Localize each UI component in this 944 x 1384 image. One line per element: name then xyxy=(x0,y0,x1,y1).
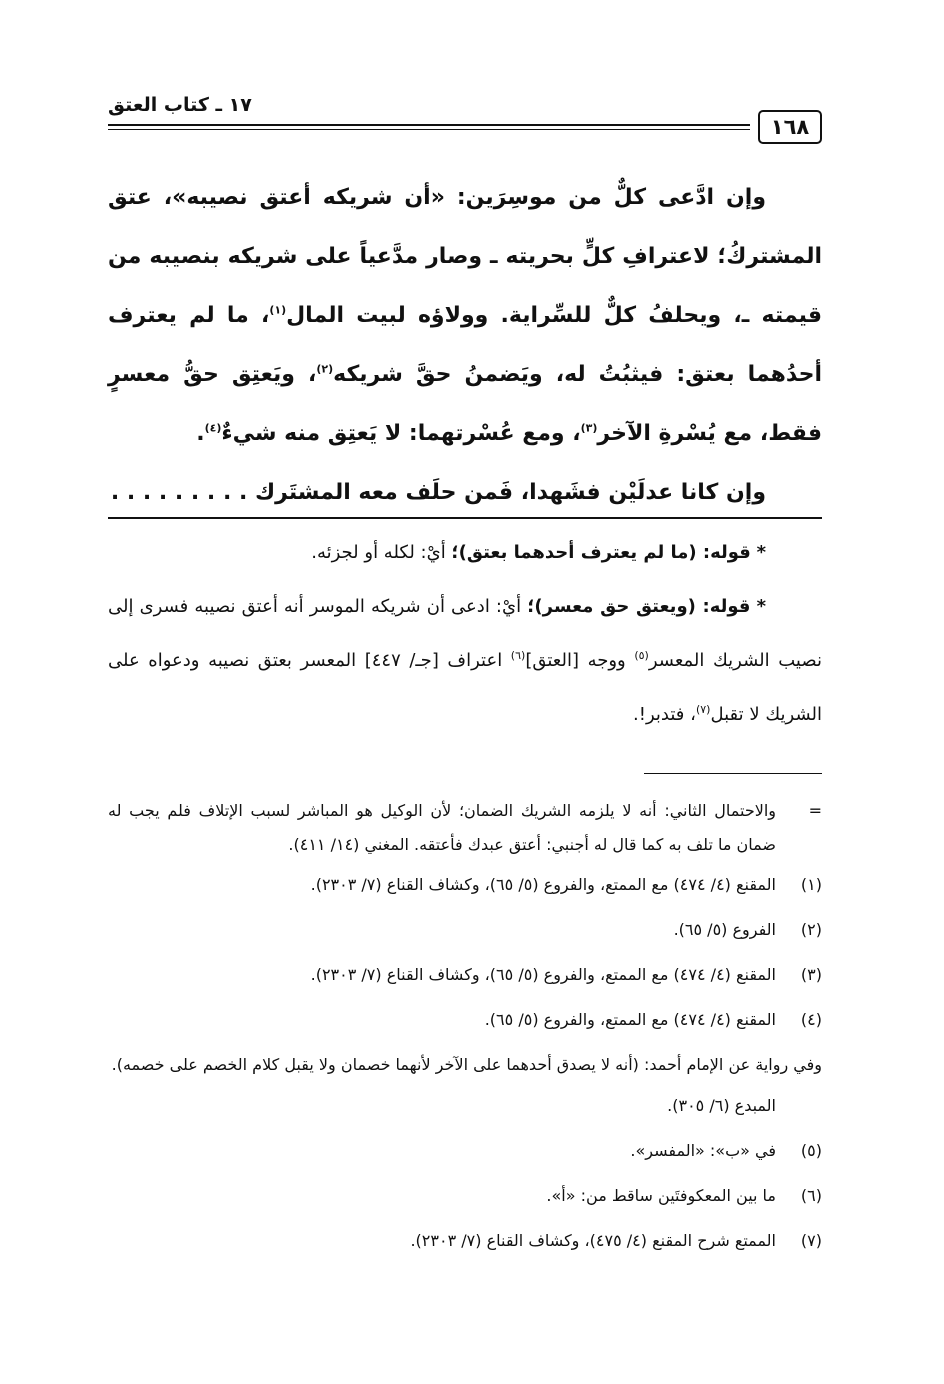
commentary-lead: قوله: (ويعتق حق معسر)؛ xyxy=(527,596,751,617)
footnote-number: (١) xyxy=(800,875,822,894)
header-rule xyxy=(108,124,750,126)
footnote-text: المقنع (٤/ ٤٧٤) مع الممتع، والفروع (٥/ ٦٥). xyxy=(484,1010,776,1029)
footnotes xyxy=(108,788,822,1263)
main-text-segment: ، ويَعتِق حقُّ معسرٍ فقط، مع يُسْرةِ الآخر xyxy=(108,362,822,446)
footnote-4-riwaya: وفي رواية عن الإمام أحمد: (أنه لا يصدق أحدهما على الآخر لأنهما خصمان ولا يقبل كلام الخصم على خصمه). xyxy=(111,1055,822,1074)
footnote-1 xyxy=(108,862,822,907)
main-text-segment: . xyxy=(196,421,205,446)
main-text-segment: ، ومع عُسْرتهما: لا يَعتِق منه شيءٌ xyxy=(221,421,581,446)
footnote-marker: (١) xyxy=(269,303,287,317)
footnote-text: ما بين المعكوفتَين ساقط من: «أ». xyxy=(546,1186,776,1205)
commentary-lead: قوله: (ما لم يعترف أحدهما بعتق)؛ xyxy=(451,542,751,563)
footnote-number: (٧) xyxy=(800,1231,822,1250)
commentary-text: ، فتدبر!. xyxy=(633,704,696,725)
commentary-text: أيْ: لكله أو لجزئه. xyxy=(311,542,452,563)
footnote-4 xyxy=(108,997,822,1042)
page-header xyxy=(108,96,822,144)
footnote-number: (٣) xyxy=(800,965,822,984)
footnote-marker: (٧) xyxy=(695,703,711,716)
commentary-text: اعتراف [جـ/ ٤٤٧] المعسر بعتق نصيبه ودعواه على الشريك لا تقبل xyxy=(108,650,822,725)
footnote-rule xyxy=(644,773,822,774)
main-text-segment: ، ما لم يعترف أحدُهما بعتق: فيثبُتُ له، ويَضمنُ حقَّ شريكه xyxy=(108,303,822,387)
footnote-2 xyxy=(108,907,822,952)
footnote-7 xyxy=(108,1218,822,1263)
commentary-note-2 xyxy=(108,580,822,742)
asterisk-icon: * xyxy=(756,542,766,563)
footnote-4-source: المبدع (٦/ ٣٠٥). xyxy=(667,1096,776,1115)
footnote-text: الفروع (٥/ ٦٥). xyxy=(673,920,776,939)
footnote-number: (٢) xyxy=(800,920,822,939)
footnote-text: الممتع شرح المقنع (٤/ ٤٧٥)، وكشاف القناع (٧/ ٢٣٠٣). xyxy=(410,1231,776,1250)
page-number-box: ١٦٨ xyxy=(758,110,822,144)
footnote-marker: (٢) xyxy=(316,362,334,376)
header-rule-thin xyxy=(108,129,750,130)
main-text-segment: وإن ادَّعى كلٌّ من موسِرَين: «أن شريكه أعتق نصيبه»، عتق المشتركُ؛ لاعترافِ كلٍّ بحريته ـ وصار مدَّعياً على شريكه بنصيبه من قيمته ـ، ويحلفُ كلٌّ للسِّراية. وولاؤه لبيت المال xyxy=(108,185,822,328)
text-divider xyxy=(108,517,822,519)
footnote-continuation xyxy=(108,788,822,862)
footnote-marker: (٥) xyxy=(634,649,649,662)
footnote-number: (٤) xyxy=(800,1010,822,1029)
main-text xyxy=(108,168,822,522)
commentary xyxy=(108,526,822,742)
asterisk-icon: * xyxy=(756,596,766,617)
footnote-marker: (٦) xyxy=(510,649,526,662)
footnote-text: في «ب»: «المفسر». xyxy=(630,1141,776,1160)
footnote-text: المقنع (٤/ ٤٧٤) مع الممتع، والفروع (٥/ ٦٥)، وكشاف القناع (٧/ ٢٣٠٣). xyxy=(310,875,776,894)
footnote-3 xyxy=(108,952,822,997)
continuation-mark: = xyxy=(808,801,822,820)
footnote-marker: (٤) xyxy=(204,421,222,435)
commentary-text: ووجه [العتق] xyxy=(525,650,635,671)
footnote-text: المقنع (٤/ ٤٧٤) مع الممتع، والفروع (٥/ ٦٥)، وكشاف القناع (٧/ ٢٣٠٣). xyxy=(310,965,776,984)
footnote-5 xyxy=(108,1128,822,1173)
footnote-marker: (٣) xyxy=(580,421,598,435)
footnote-6 xyxy=(108,1173,822,1218)
footnote-number: (٦) xyxy=(800,1186,822,1205)
commentary-text: أيْ: ادعى أن شريكه الموسر أنه أعتق نصيبه فسرى إلى نصيب الشريك المعسر xyxy=(108,596,822,671)
running-title: ١٧ ـ كتاب العتق xyxy=(108,94,252,116)
main-paragraph-1 xyxy=(108,168,822,463)
commentary-note-1 xyxy=(108,526,822,580)
footnote-text: والاحتمال الثاني: أنه لا يلزمه الشريك الضمان؛ لأن الوكيل هو المباشر لسبب الإتلاف فلم يجب له ضمان ما تلف به كما قال له أجنبي: أعتق عبدك فأعتقه. المغني (١٤/ ٤١١). xyxy=(108,801,776,854)
main-paragraph-2: وإن كانا عدلَيْن فشَهدا، فَمن حلَف معه المشتَرك . . . . . . . . . xyxy=(110,480,766,505)
footnote-number: (٥) xyxy=(800,1141,822,1160)
